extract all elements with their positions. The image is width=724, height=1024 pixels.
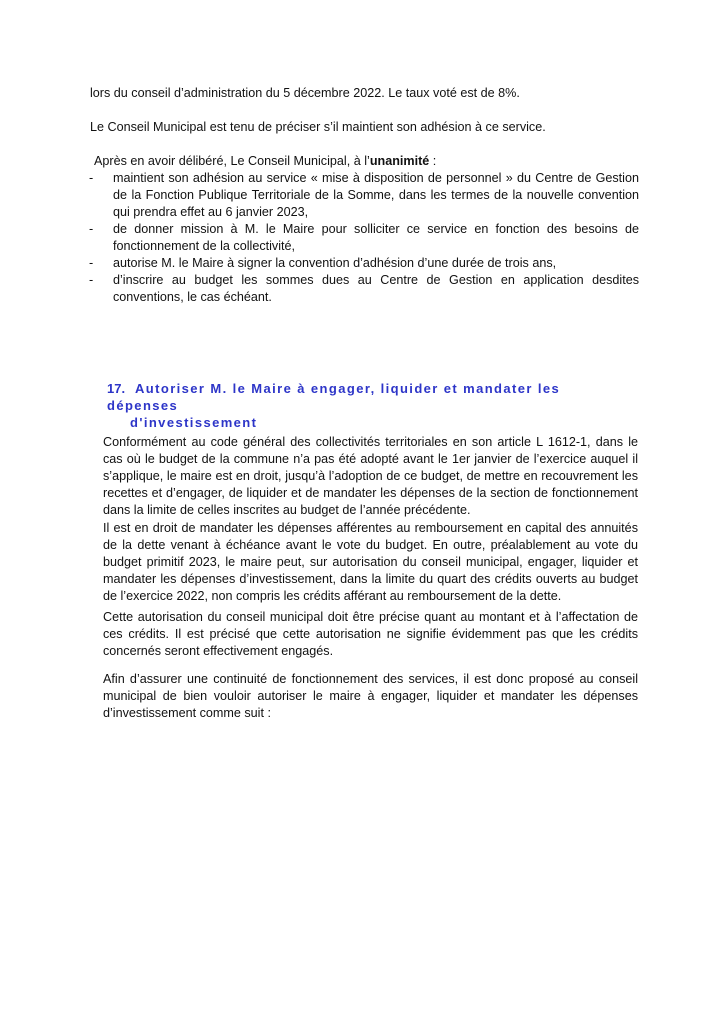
list-dash: - bbox=[89, 222, 94, 236]
maintain-question: Le Conseil Municipal est tenu de préciser s’il maintient son adhésion à ce service. bbox=[90, 120, 546, 134]
deliberation-unanimity: unanimité bbox=[369, 154, 430, 168]
section-number: 17. bbox=[107, 381, 126, 396]
intro-line: lors du conseil d’administration du 5 décembre 2022. Le taux voté est de 8%. bbox=[90, 86, 520, 100]
decision-item bbox=[89, 272, 639, 306]
paragraph-authorization-precision: Cette autorisation du conseil municipal doit être précise quant au montant et à l’affectation de ces crédits. Il est précisé que cette autorisation ne signifie évidemment pas que les crédits concernés seront effectivement engagés. bbox=[103, 610, 638, 658]
decision-list bbox=[89, 170, 639, 306]
deliberation-line bbox=[94, 153, 639, 170]
decision-text: d’inscrire au budget les sommes dues au Centre de Gestion en application desdites conventions, le cas échéant. bbox=[113, 273, 639, 304]
section-heading bbox=[107, 380, 627, 431]
section-title-line2: d'investissement bbox=[130, 415, 258, 430]
decision-item bbox=[89, 221, 639, 255]
decision-item bbox=[89, 170, 639, 221]
decision-text: maintient son adhésion au service « mise à disposition de personnel » du Centre de Gestion de la Fonction Publique Territoriale de la Somme, dans les termes de la nouvelle convention qui prendra effet au 6 janvier 2023, bbox=[113, 171, 639, 219]
paragraph-proposal: Afin d’assurer une continuité de fonctionnement des services, il est donc proposé au conseil municipal de bien vouloir autoriser le maire à engager, liquider et mandater les dépenses d’investissement comme suit : bbox=[103, 672, 638, 720]
paragraph-legal-basis: Conformément au code général des collectivités territoriales en son article L 1612-1, dans le cas où le budget de la commune n’a pas été adopté avant le 1er janvier de l’exercice auquel il s’applique, le maire est en droit, jusqu’à l’adoption de ce budget, de mettre en recouvrement les recettes et d’engager, de liquider et de mandater les dépenses de la section de fonctionnement dans la limite de celles inscrites au budget de l’année précédente. bbox=[103, 435, 638, 517]
decision-text: de donner mission à M. le Maire pour solliciter ce service en fonction des besoins de fonctionnement de la collectivité, bbox=[113, 222, 639, 253]
section-title-line1: Autoriser M. le Maire à engager, liquider et mandater les dépenses bbox=[107, 381, 561, 413]
paragraph-debt-repayment: Il est en droit de mandater les dépenses afférentes au remboursement en capital des annuités de la dette venant à échéance avant le vote du budget. En outre, préalablement au vote du budget primitif 2023, le maire peut, sur autorisation du conseil municipal, engager, liquider et mandater les dépenses d’investissement, dans la limite du quart des crédits ouverts au budget de l’exercice 2022, non compris les crédits afférant au remboursement de la dette. bbox=[103, 521, 638, 603]
deliberation-suffix: : bbox=[429, 154, 437, 168]
deliberation-prefix: Après en avoir délibéré, Le Conseil Municipal, à l’ bbox=[94, 154, 370, 168]
decision-text: autorise M. le Maire à signer la convention d’adhésion d’une durée de trois ans, bbox=[113, 256, 557, 270]
list-dash: - bbox=[89, 273, 94, 287]
list-dash: - bbox=[89, 171, 94, 185]
decision-item bbox=[89, 255, 639, 272]
list-dash: - bbox=[89, 256, 94, 270]
